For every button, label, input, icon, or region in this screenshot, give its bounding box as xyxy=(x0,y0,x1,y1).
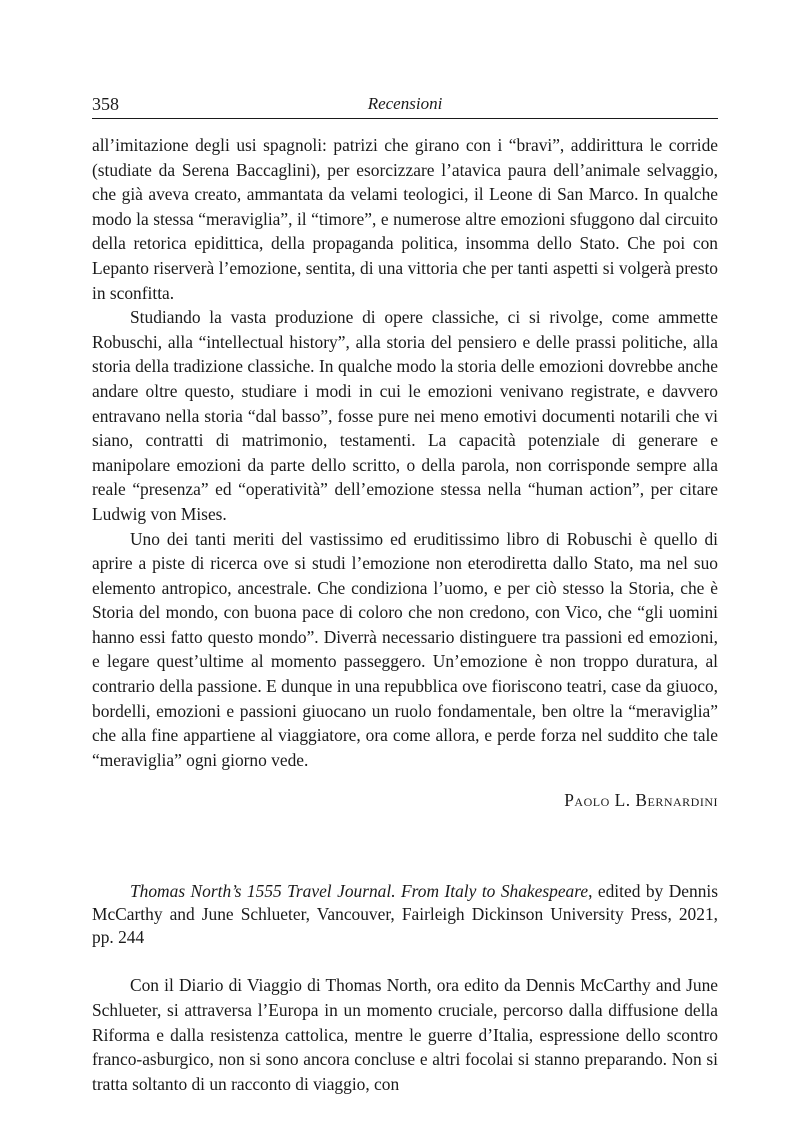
review2-body xyxy=(92,973,718,1096)
book-reference xyxy=(92,880,718,949)
review-body xyxy=(92,133,718,772)
review1-paragraph-2: Studiando la vasta produzione di opere classiche, ci si rivolge, come ammette Robuschi, alla “intellectual history”, alla storia del pensiero e delle prassi politiche, alla storia della tradizione classiche. In qualche modo la storia delle emozioni dovrebbe anche andare oltre questo, studiare i modi in cui le emozioni venivano registrate, e davvero entravano nella storia “dal basso”, fosse pure nei meno emotivi documenti notarili che vi siano, contratti di matrimonio, testamenti. La capacità potenziale di generare e manipolare emozioni da parte dello scritto, o della parola, non corrisponde sempre alla reale “presenza” ed “operatività” dell’emozione stessa nella “human action”, per citare Ludwig von Mises. xyxy=(92,307,718,524)
running-header xyxy=(92,92,718,119)
document-page xyxy=(92,92,718,1096)
review1-paragraph-1: all’imitazione degli usi spagnoli: patrizi che girano con i “bravi”, addirittura le corride (studiate da Serena Baccaglini), per esorcizzare l’atavica paura dell’animale selvaggio, che già aveva creato, ammantata da velami teologici, il Leone di San Marco. In qualche modo la stessa “meraviglia”, il “timore”, e numerose altre emozioni sfuggono dal circuito della retorica epidittica, della propaganda politica, insomma dello Stato. Che poi con Lepanto riserverà l’emozione, sentita, di una vittoria che per tanti aspetti si volgerà presto in sconfitta. xyxy=(92,135,718,303)
page-number: 358 xyxy=(92,94,119,114)
review-author-signature: Paolo L. Bernardini xyxy=(564,790,718,811)
book-title: Thomas North’s 1555 Travel Journal. From Italy to Shakespeare xyxy=(130,881,589,902)
book-details: , edited by Dennis McCarthy and June Schlueter, Vancouver, Fairleigh Dickinson University Press, 2021, pp. 244 xyxy=(92,881,718,948)
running-title: Recensioni xyxy=(367,94,443,113)
review1-paragraph-3: Uno dei tanti meriti del vastissimo ed eruditissimo libro di Robuschi è quello di aprire a piste di ricerca ove si studi l’emozione non eterodiretta dallo Stato, ma nel suo elemento antropico, ancestrale. Che condiziona l’uomo, e per ciò stesso la Storia, che è Storia del mondo, con buona pace di coloro che non credono, con Vico, che “gli uomini hanno essi fatto questo mondo”. Diverrà necessario distinguere tra passioni ed emozioni, e legare quest’ultime al momento passeggero. Un’emozione è non troppo duratura, al contrario della passione. E dunque in una repubblica ove fioriscono teatri, case da giuoco, bordelli, emozioni e passioni giuocano un ruolo fondamentale, ben oltre la “meraviglia” che alla fine appartiene al viaggiatore, ora come allora, e perde forza nel suddito che tale “meraviglia” ogni giorno vede. xyxy=(92,528,718,770)
review2-paragraph-1: Con il Diario di Viaggio di Thomas North, ora edito da Dennis McCarthy and June Schlueter, si attraversa l’Europa in un momento cruciale, percorso dalla diffusione della Riforma e dalla resistenza cattolica, mentre le guerre d’Italia, espressione dello scontro franco-asburgico, non si sono ancora concluse e altri focolai si stanno preparando. Non si tratta soltanto di un racconto di viaggio, con xyxy=(92,975,718,1094)
